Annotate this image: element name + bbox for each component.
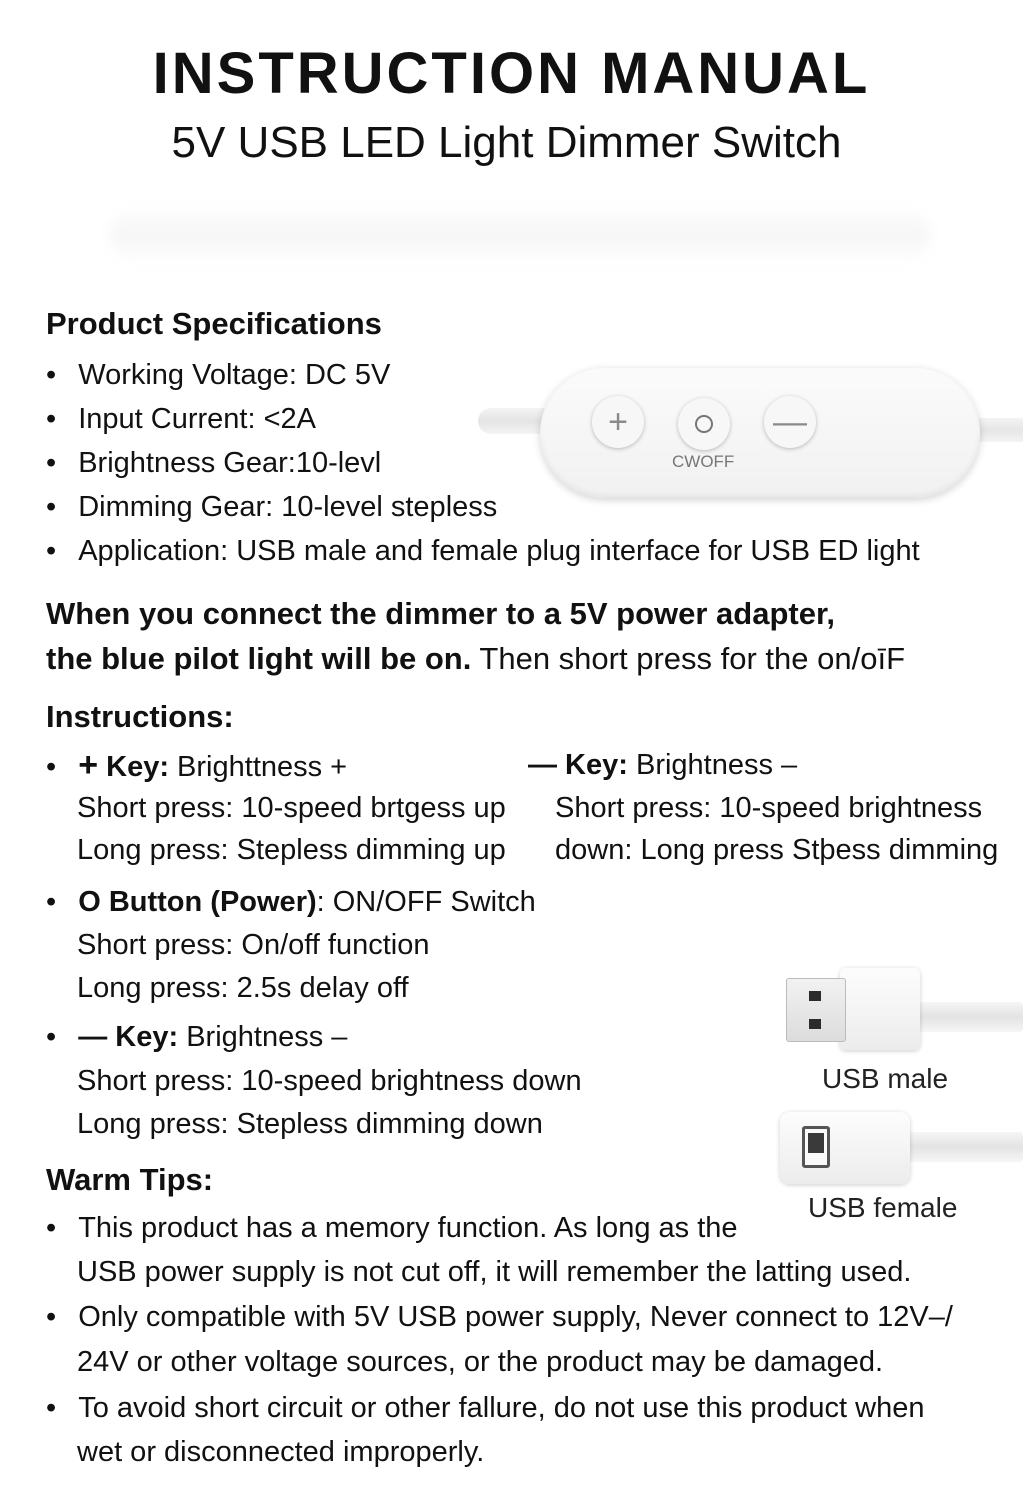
minus-key-right-long: down: Long press Stþess dimming [555, 834, 999, 866]
minus-icon: — [764, 396, 816, 448]
spec-item [46, 397, 316, 441]
instructions-heading: Instructions: [46, 699, 234, 734]
tip-item [46, 1386, 925, 1430]
page-title: INSTRUCTION MANUAL [152, 41, 871, 106]
power-button-long: Long press: 2.5s delay off [77, 972, 409, 1004]
connect-note-line1: When you connect the dimmer to a 5V power adapter, [46, 596, 835, 631]
usb-male-plug [786, 978, 846, 1042]
bullet-icon: • [46, 447, 57, 479]
usb-pin-icon [809, 991, 821, 1001]
bullet-icon: • [46, 491, 57, 523]
connect-note-bold: the blue pilot light will be on. [46, 641, 472, 676]
minus-key-right-label: Key: [557, 749, 628, 781]
connect-note-line2 [46, 637, 905, 681]
spec-text: Working Voltage: DC 5V [78, 359, 391, 391]
power-button-label: O Button (Power) [78, 886, 317, 918]
minus-key-right-short: Short press: 10-speed brightness [555, 792, 983, 824]
minus-key-symbol: — [78, 1021, 108, 1053]
plus-key-label: Key: [98, 751, 169, 783]
page-subtitle: 5V USB LED Light Dimmer Switch [171, 118, 842, 167]
specs-heading: Product Specifications [46, 306, 382, 341]
bullet-icon: • [46, 403, 57, 435]
plus-icon: + [592, 396, 644, 448]
power-button-desc: : ON/OFF Switch [316, 886, 536, 918]
bullet-icon: • [46, 1301, 57, 1333]
usb-male-caption: USB male [822, 1063, 949, 1094]
usb-pin-icon [809, 1019, 821, 1029]
tip-item [46, 1206, 738, 1250]
tip-text-continued: 24V or other voltage sources, or the product may be damaged. [77, 1346, 884, 1378]
bullet-icon: • [46, 1021, 57, 1053]
plus-key-short: Short press: 10-speed brtgess up [77, 792, 506, 824]
usb-female-housing [780, 1112, 910, 1184]
bullet-icon: • [46, 359, 57, 391]
spec-text: Brightness Gear:10-levl [78, 447, 382, 479]
minus-key-long: Long press: Stepless dimming down [77, 1108, 543, 1140]
plus-key-symbol: + [78, 746, 99, 784]
tip-item [46, 1295, 953, 1339]
plus-key-desc: Brighttness + [169, 751, 348, 783]
bullet-icon: • [46, 751, 57, 783]
tip-text: Only compatible with 5V USB power supply, Never connect to 12V–/ [78, 1301, 953, 1333]
spec-item [46, 353, 390, 397]
tip-text-continued: wet or disconnected improperly. [77, 1436, 485, 1468]
spec-text: Input Current: <2A [78, 403, 316, 435]
minus-key-title [46, 1015, 347, 1059]
spec-text: Dimming Gear: 10-level stepless [78, 491, 498, 523]
tip-text: This product has a memory function. As long as the [78, 1212, 738, 1244]
minus-key-label: Key: [107, 1021, 179, 1053]
spec-item [46, 441, 381, 485]
dimmer-switch-image [540, 368, 980, 498]
power-button-short: Short press: On/off function [77, 929, 430, 961]
minus-key-desc: Brightness – [178, 1021, 348, 1053]
plus-key-long: Long press: Stepless dimming up [77, 834, 506, 866]
faded-background-smudge [110, 205, 930, 265]
minus-key-short: Short press: 10-speed brightness down [77, 1065, 582, 1097]
tip-text-continued: USB power supply is not cut off, it will remember the latting used. [77, 1256, 912, 1288]
bullet-icon: • [46, 1392, 57, 1424]
tip-text: To avoid short circuit or other fallure, do not use this product when [78, 1392, 925, 1424]
spec-item [46, 485, 497, 529]
tips-heading: Warm Tips: [46, 1162, 214, 1197]
cwoff-label: CWOFF [672, 452, 735, 471]
circle-icon [678, 398, 730, 450]
usb-port-icon [802, 1126, 830, 1168]
plus-key-title [46, 743, 347, 789]
usb-female-caption: USB female [808, 1192, 958, 1223]
bullet-icon: • [46, 886, 57, 918]
bullet-icon: • [46, 535, 57, 567]
connect-note-rest: Then short press for the on/oīF [471, 641, 906, 676]
minus-key-right-title [528, 743, 797, 787]
minus-key-right-symbol: — [528, 749, 557, 781]
usb-male-housing [840, 968, 920, 1050]
usb-female-cable [900, 1132, 1023, 1162]
bullet-icon: • [46, 1212, 57, 1244]
spec-item [46, 529, 920, 573]
power-button-title [46, 880, 536, 924]
spec-text: Application: USB male and female plug interface for USB ED light [78, 535, 920, 567]
minus-key-right-desc: Brightness – [627, 749, 798, 781]
